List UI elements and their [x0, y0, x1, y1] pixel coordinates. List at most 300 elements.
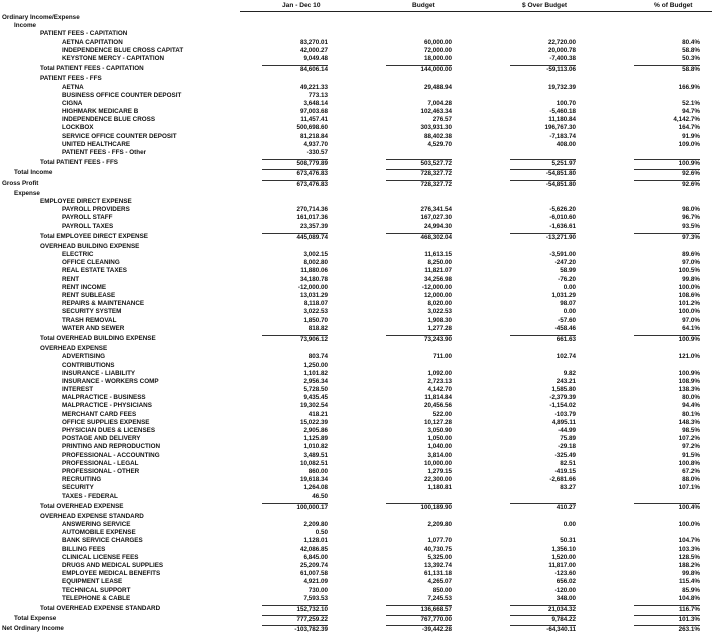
over-budget-value: 19,732.39	[547, 83, 576, 91]
over-budget-value: -5,460.18	[549, 108, 576, 116]
pct-of-budget-value: 50.3%	[682, 54, 700, 62]
over-budget-value: 11,180.84	[548, 116, 576, 124]
over-budget-value: -325.49	[554, 451, 576, 459]
over-budget-value: -120.00	[554, 586, 576, 594]
budget-value: 88,402.38	[423, 132, 452, 140]
report-row	[0, 325, 720, 333]
account-label: TELEPHONE & CABLE	[62, 594, 131, 602]
pct-of-budget-value: 100.9%	[678, 369, 700, 377]
actual-value: 10,082.51	[299, 459, 328, 467]
pct-of-budget-value: 4,142.7%	[673, 116, 700, 124]
report-row	[0, 394, 720, 402]
budget-value: 60,000.00	[423, 38, 452, 46]
account-label: BANK SERVICE CHARGES	[62, 537, 143, 545]
actual-value: 11,457.41	[300, 116, 328, 124]
report-row	[0, 14, 720, 22]
over-budget-value: 11,817.00	[548, 562, 576, 569]
pct-of-budget-value: 115.4%	[678, 578, 700, 586]
report-row	[0, 521, 720, 529]
pct-of-budget-value: 104.7%	[678, 537, 700, 545]
pct-of-budget-value: 100.4%	[634, 503, 700, 512]
pct-of-budget-value: 107.2%	[678, 435, 700, 443]
report-row	[0, 100, 720, 108]
report-row	[0, 562, 720, 570]
budget-value: 11,613.15	[424, 251, 452, 259]
actual-value: 8,002.80	[303, 259, 328, 267]
pct-of-budget-value: 91.5%	[682, 451, 700, 459]
actual-value: 3,002.15	[303, 251, 328, 259]
over-budget-value: 5,251.97	[510, 159, 576, 168]
report-row	[0, 554, 720, 562]
account-label: RENT	[62, 275, 80, 283]
budget-value: 7,004.28	[427, 99, 452, 107]
header-rule	[240, 11, 712, 12]
report-row	[0, 427, 720, 435]
over-budget-value: -7,183.74	[549, 132, 576, 140]
account-label: Total EMPLOYEE DIRECT EXPENSE	[40, 232, 148, 240]
report-row	[0, 493, 720, 501]
account-label: EMPLOYEE DIRECT EXPENSE	[40, 197, 132, 205]
total-row	[0, 180, 720, 188]
budget-value: 1,077.70	[427, 537, 452, 545]
pct-of-budget-value: 101.3%	[634, 615, 700, 624]
actual-value: 19,302.54	[299, 402, 328, 410]
pct-of-budget-value: 100.8%	[678, 459, 700, 467]
account-label: CLINICAL LICENSE FEES	[62, 553, 139, 561]
account-label: MALPRACTICE - PHYSICIANS	[62, 402, 152, 410]
report-row	[0, 292, 720, 300]
actual-value: 2,905.86	[303, 427, 328, 434]
budget-value: 1,908.30	[427, 316, 452, 324]
report-row	[0, 276, 720, 284]
budget-value: 20,456.56	[423, 402, 452, 410]
pct-of-budget-value: 99.8%	[682, 570, 700, 578]
over-budget-value: 1,520.00	[551, 553, 576, 561]
pct-of-budget-value: 97.3%	[634, 233, 700, 242]
account-label: MERCHANT CARD FEES	[62, 410, 137, 418]
account-label: INTEREST	[62, 386, 94, 394]
budget-value: 728,327.72	[386, 180, 452, 189]
pct-of-budget-value: 166.9%	[678, 83, 700, 91]
budget-value: 100,189.90	[386, 503, 452, 512]
over-budget-value: -2,681.66	[549, 476, 576, 484]
report-row	[0, 411, 720, 419]
actual-value: 3,489.51	[303, 451, 328, 459]
over-budget-value: -57.60	[558, 316, 576, 324]
budget-value: 303,931.30	[420, 124, 452, 132]
account-label: Expense	[14, 189, 40, 197]
budget-value: 2,209.80	[427, 521, 452, 529]
actual-value: 3,648.14	[303, 99, 328, 107]
report-row	[0, 267, 720, 275]
report-row	[0, 435, 720, 443]
over-budget-value: 102.74	[556, 353, 576, 361]
actual-value: 8,118.07	[303, 300, 328, 308]
report-row	[0, 578, 720, 586]
budget-value: 1,277.28	[427, 324, 452, 332]
col-over-header: $ Over Budget	[522, 2, 568, 9]
report-row	[0, 529, 720, 537]
account-label: Ordinary Income/Expense	[2, 14, 80, 21]
over-budget-value: 9.82	[563, 369, 576, 377]
actual-value: 445,089.74	[262, 233, 328, 242]
report-row	[0, 30, 720, 38]
pct-of-budget-value: 88.0%	[682, 476, 700, 484]
pct-of-budget-value: 89.6%	[682, 251, 700, 259]
account-label: HIGHMARK MEDICARE B	[62, 108, 139, 116]
budget-value: 8,020.00	[427, 300, 452, 308]
budget-value: 11,814.84	[424, 394, 452, 402]
actual-value: 1,850.70	[303, 316, 328, 324]
report-row	[0, 206, 720, 214]
actual-value: 860.00	[308, 467, 328, 475]
over-budget-value: 9,784.22	[510, 615, 576, 624]
pct-of-budget-value: 116.7%	[634, 605, 700, 614]
budget-value: 3,050.90	[427, 427, 452, 434]
report-row	[0, 92, 720, 100]
account-label: AUTOMOBILE EXPENSE	[62, 529, 136, 537]
report-row	[0, 468, 720, 476]
budget-value: 18,000.00	[423, 54, 452, 62]
over-budget-value: -59,113.06	[510, 65, 576, 74]
pct-of-budget-value: 58.8%	[634, 65, 700, 74]
budget-value: 1,180.81	[427, 484, 452, 492]
report-row	[0, 116, 720, 124]
total-row	[0, 159, 720, 167]
actual-value: 2,209.80	[303, 521, 328, 529]
actual-value: 500,698.60	[296, 124, 328, 132]
account-label: OVERHEAD EXPENSE	[40, 345, 108, 353]
budget-value: 11,821.07	[424, 267, 452, 275]
account-label: CIGNA	[62, 99, 83, 107]
account-label: OFFICE SUPPLIES EXPENSE	[62, 418, 150, 426]
pct-of-budget-value: 97.2%	[682, 443, 700, 451]
account-label: INSURANCE - LIABILITY	[62, 369, 136, 377]
total-row	[0, 335, 720, 343]
report-row	[0, 570, 720, 578]
report-row	[0, 452, 720, 460]
account-label: Net Ordinary Income	[2, 625, 64, 633]
pct-of-budget-value: 85.9%	[682, 586, 700, 594]
actual-value: 0.50	[315, 529, 328, 537]
account-label: Total OVERHEAD EXPENSE	[40, 502, 124, 510]
pct-of-budget-value: 96.7%	[682, 214, 700, 222]
account-label: INSURANCE - WORKERS COMP	[62, 377, 159, 385]
account-label: PHYSICIAN DUES & LICENSES	[62, 427, 156, 434]
pct-of-budget-value: 97.0%	[682, 259, 700, 267]
report-row	[0, 402, 720, 410]
budget-value: 1,279.15	[427, 467, 452, 475]
account-label: INDEPENDENCE BLUE CROSS CAPITAT	[62, 46, 184, 54]
over-budget-value: -64,340.11	[510, 625, 576, 634]
actual-value: 152,732.10	[262, 605, 328, 614]
actual-value: 81,218.84	[299, 132, 328, 140]
over-budget-value: 0.00	[563, 521, 576, 529]
actual-value: 19,618.34	[299, 476, 328, 484]
over-budget-value: 4,895.11	[551, 418, 576, 426]
actual-value: 7,593.53	[303, 594, 328, 602]
over-budget-value: -123.60	[554, 570, 576, 578]
report-row	[0, 353, 720, 361]
account-label: Total Expense	[14, 615, 57, 623]
report-row	[0, 419, 720, 427]
account-label: INDEPENDENCE BLUE CROSS	[62, 116, 156, 124]
report-row	[0, 198, 720, 206]
account-label: PROFESSIONAL - LEGAL	[62, 459, 139, 467]
over-budget-value: -54,851.80	[510, 169, 576, 178]
actual-value: 1,101.82	[303, 369, 328, 377]
budget-value: 167,027.30	[420, 214, 452, 222]
account-label: LOCKBOX	[62, 124, 94, 132]
actual-value: 11,880.06	[300, 267, 328, 275]
report-row	[0, 190, 720, 198]
over-budget-value: -458.46	[554, 324, 576, 332]
budget-value: 2,723.13	[427, 377, 452, 385]
budget-value: 4,265.07	[427, 578, 452, 586]
pct-of-budget-value: 80.1%	[682, 410, 700, 418]
account-label: TECHNICAL SUPPORT	[62, 586, 131, 594]
account-label: RENT SUBLEASE	[62, 292, 116, 299]
pct-of-budget-value: 100.9%	[634, 159, 700, 168]
over-budget-value: 348.00	[556, 594, 576, 602]
pct-of-budget-value: 103.3%	[678, 545, 700, 553]
budget-value: 276.57	[432, 116, 452, 124]
budget-value: 276,341.54	[420, 206, 452, 214]
over-budget-value: 0.00	[563, 308, 576, 316]
pct-of-budget-value: 108.9%	[678, 377, 700, 385]
budget-value: 3,022.53	[427, 308, 452, 316]
budget-value: 10,127.28	[423, 418, 452, 426]
account-label: SECURITY SYSTEM	[62, 308, 122, 316]
account-label: OVERHEAD BUILDING EXPENSE	[40, 242, 140, 250]
report-row	[0, 546, 720, 554]
account-label: TRASH REMOVAL	[62, 316, 117, 324]
budget-value: 1,092.00	[427, 369, 452, 377]
budget-value: 1,050.00	[427, 435, 452, 443]
budget-value: 468,302.04	[386, 233, 452, 242]
pct-of-budget-value: 80.0%	[682, 394, 700, 402]
pct-of-budget-value: 101.2%	[678, 300, 700, 308]
actual-value: 13,031.29	[299, 292, 328, 299]
pct-of-budget-value: 98.0%	[682, 206, 700, 214]
account-label: CONTRIBUTIONS	[62, 361, 115, 369]
pct-of-budget-value: 104.8%	[678, 594, 700, 602]
actual-value: 97,003.68	[299, 108, 328, 116]
report-row	[0, 362, 720, 370]
budget-value: 850.00	[432, 586, 452, 594]
actual-value: -103,782.39	[262, 625, 328, 634]
account-label: UNITED HEALTHCARE	[62, 140, 131, 148]
account-label: OFFICE CLEANING	[62, 259, 120, 267]
report-row	[0, 595, 720, 603]
budget-value: 24,994.30	[423, 222, 452, 230]
report-row	[0, 47, 720, 55]
over-budget-value: -419.15	[554, 467, 576, 475]
budget-value: 102,463.34	[420, 108, 452, 116]
report-row	[0, 223, 720, 231]
over-budget-value: 50.31	[560, 537, 576, 545]
over-budget-value: 75.89	[560, 435, 576, 443]
report-row	[0, 251, 720, 259]
budget-value: 8,250.00	[427, 259, 452, 267]
actual-value: 3,022.53	[303, 308, 328, 316]
budget-value: 4,529.70	[427, 140, 452, 148]
account-label: RENT INCOME	[62, 283, 107, 291]
budget-value: 72,000.00	[423, 46, 452, 54]
pct-of-budget-value: 67.2%	[682, 467, 700, 475]
account-label: PRINTING AND REPRODUCTION	[62, 443, 161, 451]
over-budget-value: 21,034.32	[510, 605, 576, 614]
account-label: EMPLOYEE MEDICAL BENEFITS	[62, 570, 161, 578]
account-label: AETNA	[62, 83, 84, 91]
over-budget-value: 1,031.29	[551, 292, 576, 299]
report-row	[0, 22, 720, 30]
actual-value: 673,476.83	[262, 180, 328, 189]
over-budget-value: 661.63	[510, 335, 576, 344]
col-budget-header: Budget	[412, 2, 435, 9]
budget-value: 10,000.00	[423, 459, 452, 467]
account-label: Total PATIENT FEES - CAPITATION	[40, 65, 144, 73]
over-budget-value: 1,585.80	[551, 386, 576, 394]
over-budget-value: 83.27	[560, 484, 576, 492]
over-budget-value: 58.99	[560, 267, 576, 275]
actual-value: 5,728.50	[303, 386, 328, 394]
pct-of-budget-value: 100.0%	[678, 308, 700, 316]
actual-value: 6,845.00	[303, 553, 328, 561]
actual-value: 42,086.85	[299, 545, 328, 553]
report-row	[0, 124, 720, 132]
actual-value: 42,000.27	[299, 46, 328, 54]
account-label: POSTAGE AND DELIVERY	[62, 435, 141, 443]
over-budget-value: -6,010.60	[549, 214, 576, 222]
account-label: RECRUITING	[62, 476, 102, 484]
over-budget-value: -44.99	[558, 427, 576, 434]
actual-value: 418.21	[308, 410, 328, 418]
account-label: PAYROLL PROVIDERS	[62, 206, 130, 214]
total-row	[0, 615, 720, 623]
total-row	[0, 625, 720, 633]
account-label: WATER AND SEWER	[62, 324, 125, 332]
account-label: ANSWERING SERVICE	[62, 521, 131, 529]
col-pct-header: % of Budget	[654, 2, 693, 9]
report-body	[0, 14, 720, 636]
report-row	[0, 587, 720, 595]
account-label: DRUGS AND MEDICAL SUPPLIES	[62, 562, 164, 569]
actual-value: 673,476.83	[262, 169, 328, 178]
pct-of-budget-value: 128.5%	[678, 553, 700, 561]
over-budget-value: 0.00	[563, 283, 576, 291]
account-label: PAYROLL STAFF	[62, 214, 113, 222]
actual-value: 818.82	[308, 324, 328, 332]
budget-value: 503,527.72	[386, 159, 452, 168]
pct-of-budget-value: 100.0%	[678, 283, 700, 291]
pct-of-budget-value: 93.5%	[682, 222, 700, 230]
account-label: PATIENT FEES - FFS - Other	[62, 149, 147, 156]
over-budget-value: -5,626.20	[549, 206, 576, 214]
actual-value: 9,435.45	[303, 394, 328, 402]
actual-value: 777,259.22	[262, 615, 328, 624]
actual-value: 803.74	[308, 353, 328, 361]
report-row	[0, 345, 720, 353]
account-label: ELECTRIC	[62, 251, 94, 259]
pct-of-budget-value: 99.8%	[682, 275, 700, 283]
total-row	[0, 605, 720, 613]
budget-value: 29,488.94	[423, 83, 452, 91]
report-row	[0, 317, 720, 325]
pct-of-budget-value: 80.4%	[682, 38, 700, 46]
over-budget-value: -76.20	[558, 275, 576, 283]
report-row	[0, 259, 720, 267]
report-row	[0, 370, 720, 378]
pct-of-budget-value: 92.6%	[634, 169, 700, 178]
actual-value: 1,125.89	[303, 435, 328, 443]
report-row	[0, 214, 720, 222]
actual-value: 61,007.58	[299, 570, 328, 578]
report-row	[0, 39, 720, 47]
budget-value: 136,668.57	[386, 605, 452, 614]
budget-value: 22,300.00	[423, 476, 452, 484]
actual-value: 1,264.08	[303, 484, 328, 492]
actual-value: 270,714.36	[296, 206, 328, 214]
actual-value: -330.57	[306, 149, 328, 156]
report-row	[0, 460, 720, 468]
budget-value: 73,243.90	[386, 335, 452, 344]
over-budget-value: 196,767.30	[544, 124, 576, 132]
report-row	[0, 537, 720, 545]
account-label: SERVICE OFFICE COUNTER DEPOSIT	[62, 132, 177, 140]
report-row	[0, 141, 720, 149]
over-budget-value: 98.07	[560, 300, 576, 308]
budget-value: 61,131.18	[423, 570, 452, 578]
actual-value: 83,270.01	[299, 38, 328, 46]
account-label: REPAIRS & MAINTENANCE	[62, 300, 145, 308]
report-row	[0, 284, 720, 292]
actual-value: 1,010.82	[303, 443, 328, 451]
report-row	[0, 243, 720, 251]
report-row	[0, 149, 720, 157]
pct-of-budget-value: 121.0%	[678, 353, 700, 361]
budget-value: 144,000.00	[386, 65, 452, 74]
account-label: ADVERTISING	[62, 353, 106, 361]
over-budget-value: -2,379.39	[549, 394, 576, 402]
budget-value: 3,814.00	[427, 451, 452, 459]
over-budget-value: 410.27	[510, 503, 576, 512]
total-row	[0, 233, 720, 241]
over-budget-value: 82.51	[560, 459, 576, 467]
account-label: Gross Profit	[2, 179, 39, 187]
pct-of-budget-value: 108.6%	[678, 292, 700, 299]
account-label: Income	[14, 22, 37, 30]
pct-of-budget-value: 100.5%	[678, 267, 700, 275]
report-row	[0, 300, 720, 308]
account-label: PATIENT FEES - FFS	[40, 75, 102, 83]
account-label: REAL ESTATE TAXES	[62, 267, 127, 275]
total-row	[0, 65, 720, 73]
budget-value: 13,392.74	[423, 562, 452, 569]
account-label: MALPRACTICE - BUSINESS	[62, 394, 146, 402]
report-row	[0, 308, 720, 316]
budget-value: 5,325.00	[427, 553, 452, 561]
account-label: SECURITY	[62, 484, 94, 492]
budget-value: 4,142.70	[427, 386, 452, 394]
actual-value: 4,921.09	[303, 578, 328, 586]
pct-of-budget-value: 100.9%	[634, 335, 700, 344]
pct-of-budget-value: 109.0%	[678, 140, 700, 148]
actual-value: 1,250.00	[303, 361, 328, 369]
pct-of-budget-value: 188.2%	[678, 562, 700, 569]
over-budget-value: -54,851.80	[510, 180, 576, 189]
report-row	[0, 484, 720, 492]
